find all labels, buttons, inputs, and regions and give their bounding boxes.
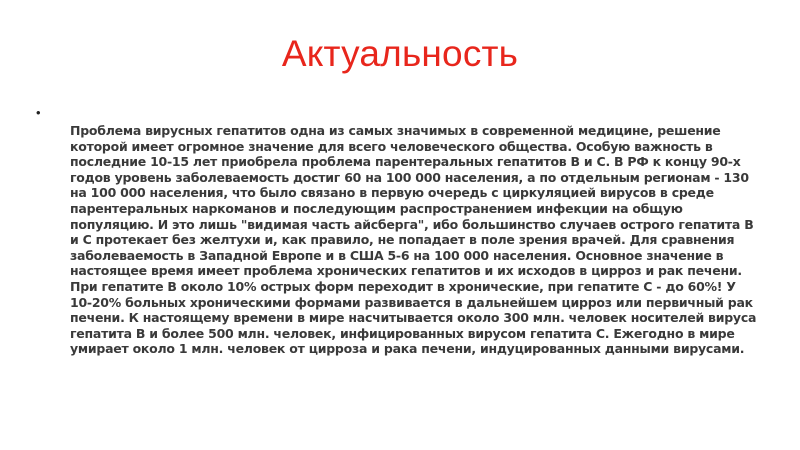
bullet-point-icon: • [36, 105, 41, 120]
slide-title: Актуальность [281, 33, 519, 74]
slide-body-text: Проблема вирусных гепатитов одна из самых значимых в современной медицине, решение которой имеет огромное значение для всего человеческого общества. Особую важность в последние 10-15 лет приобрела проблема парентеральных гепатитов В и С. В РФ к концу 90-х годов уровень заболеваемость достиг 60 на 100 000 населения, а по отдельным регионам - 130 на 100 000 населения, что было связано в первую очередь с циркуляцией вирусов в среде парентеральных наркоманов и последующим распространением инфекции на общую популяцию. И это лишь "видимая часть айсберга", ибо большинство случаев острого гепатита В и С протекает без желтухи и, как правило, не попадает в поле зрения врачей. Для сравнения заболеваемость в Западной Европе и в США 5-6 на 100 000 населения. Основное значение в настоящее время имеет проблема хронических гепатитов и их исходов в цирроз и рак печени. При гепатите В около 10% острых форм переходит в хронические, при гепатите С - до 60%! У 10-20% больных хроническими формами развивается в дальнейшем цирроз или первичный рак печени. К настоящему времени в мире насчитывается около 300 млн. человек носителей вируса гепатита В и более 500 млн. человек, инфицированных вирусом гепатита С. Ежегодно в мире умирает около 1 млн. человек от цирроза и рака печени, индуцированных данными вирусами. [70, 123, 757, 357]
